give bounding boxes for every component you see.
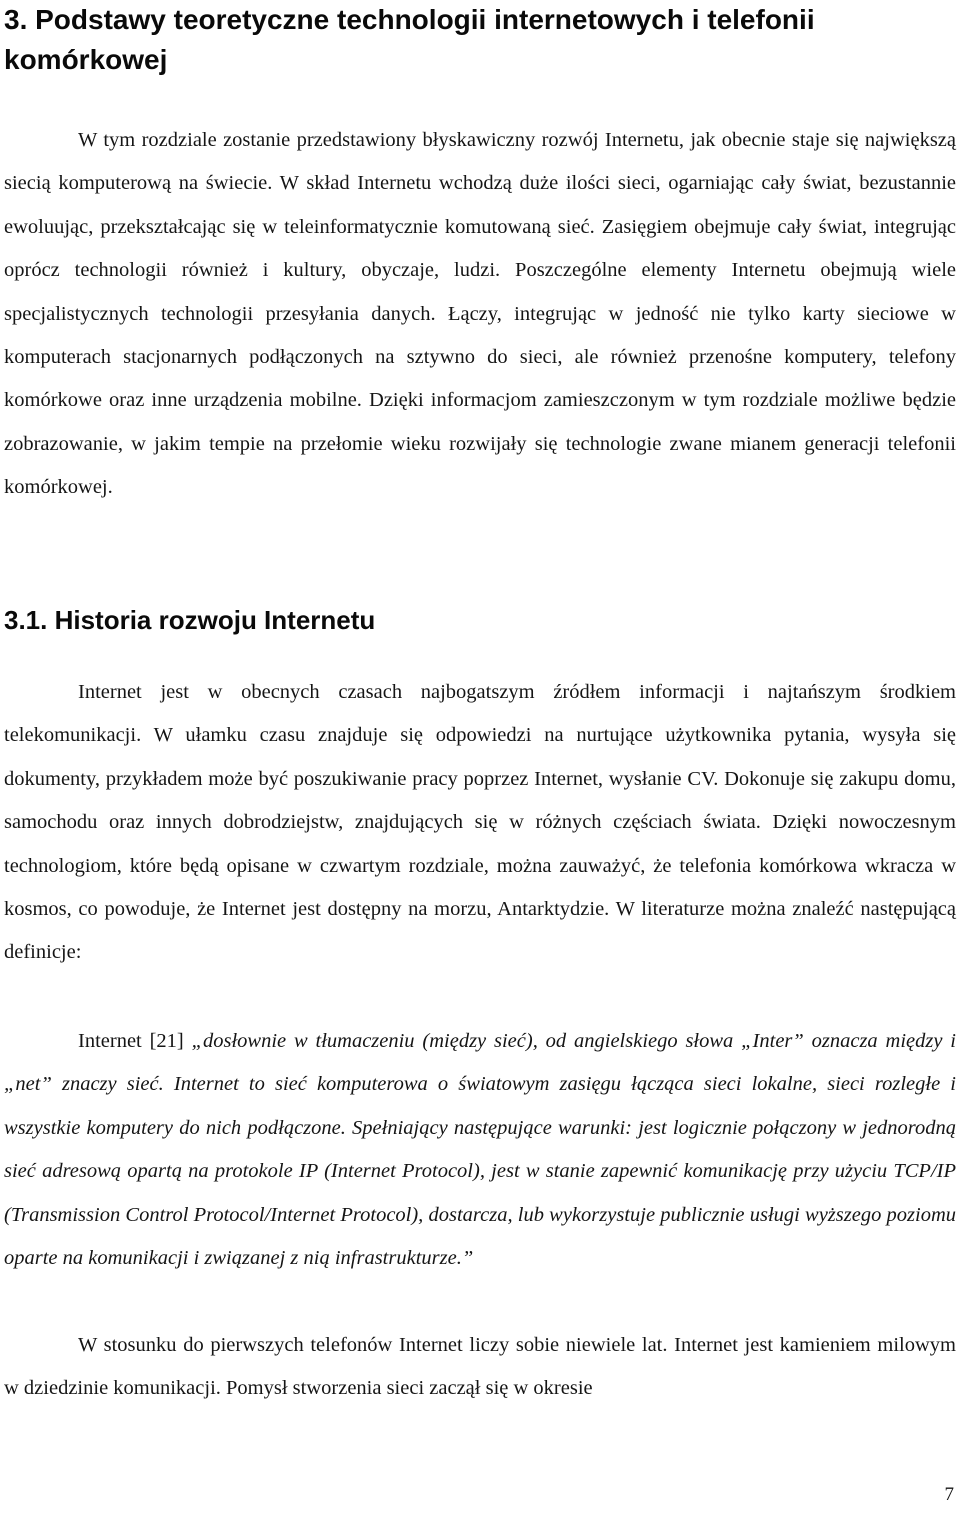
intro-paragraph: W tym rozdziale zostanie przedstawiony błyskawiczny rozwój Internetu, jak obecnie staje się największą siecią komputerową na świecie. W skład Internetu wchodzą duże ilości sieci, ogarniając cały świat, bezustannie ewoluując, przekształcając się w teleinformatycznie komutowaną sieć. Zasięgiem obejmuje cały świat, integrując oprócz technologii również i kultury, obyczaje, ludzi. Poszczególne elementy Internetu obejmują wiele specjalistycznych technologii przesyłania danych. Łączy, integrując w jedność nie tylko karty sieciowe w komputerach stacjonarnych podłączonych na sztywno do sieci, ale również przenośne komputery, telefony komórkowe oraz inne urządzenia mobilne. Dzięki informacjom zamieszczonym w tym rozdziale możliwe będzie zobrazowanie, w jakim tempie na przełomie wieku rozwijały się technologie zwane mianem generacji telefonii komórkowej. bbox=[4, 129, 956, 499]
page-number: 7 bbox=[944, 1484, 954, 1505]
chapter-title: 3. Podstawy teoretyczne technologii internetowych i telefonii komórkowej bbox=[4, 4, 815, 75]
history-paragraph: Internet jest w obecnych czasach najbogatszym źródłem informacji i najtańszym środkiem telekomunikacji. W ułamku czasu znajduje się odpowiedzi na nurtujące użytkownika pytania, wysyła się dokumenty, przykładem może być poszukiwanie pracy poprzez Internet, wysłanie CV. Dokonuje się zakupu domu, samochodu oraz innych dobrodziejstw, znajdujących się w różnych częściach świata. Dzięki nowoczesnym technologiom, które będą opisane w czwartym rozdziale, można zauważyć, że telefonia komórkowa wkracza w kosmos, co powoduje, że Internet jest dostępny na morzu, Antarktydzie. W literaturze można znaleźć następującą definicje: bbox=[4, 681, 956, 964]
definition-lead: Internet [21] bbox=[78, 1030, 192, 1052]
definition-quote: „dosłownie w tłumaczeniu (między sieć), od angielskiego słowa „Inter” oznacza między i „net” znaczy sieć. Internet to sieć komputerowa o światowym zasięgu łącząca sieci lokalne, sieci rozległe i wszystkie komputery do nich podłączone. Spełniający następujące warunki: jest logicznie połączony w jednorodną sieć adresową opartą na protokole IP (Internet Protocol), jest w stanie zapewnić komunikację przy użyciu TCP/IP (Transmission Control Protocol/Internet Protocol), dostarcza, lub wykorzystuje publicznie usługi wyższego poziomu oparte na komunikacji i związanej z nią infrastrukturze.” bbox=[4, 1030, 956, 1270]
definition-paragraph bbox=[4, 1020, 956, 1280]
closing-paragraph: W stosunku do pierwszych telefonów Internet liczy sobie niewiele lat. Internet jest kamieniem milowym w dziedzinie komunikacji. Pomysł stworzenia sieci zaczął się w okresie bbox=[4, 1334, 956, 1400]
section-title: 3.1. Historia rozwoju Internetu bbox=[4, 605, 376, 635]
